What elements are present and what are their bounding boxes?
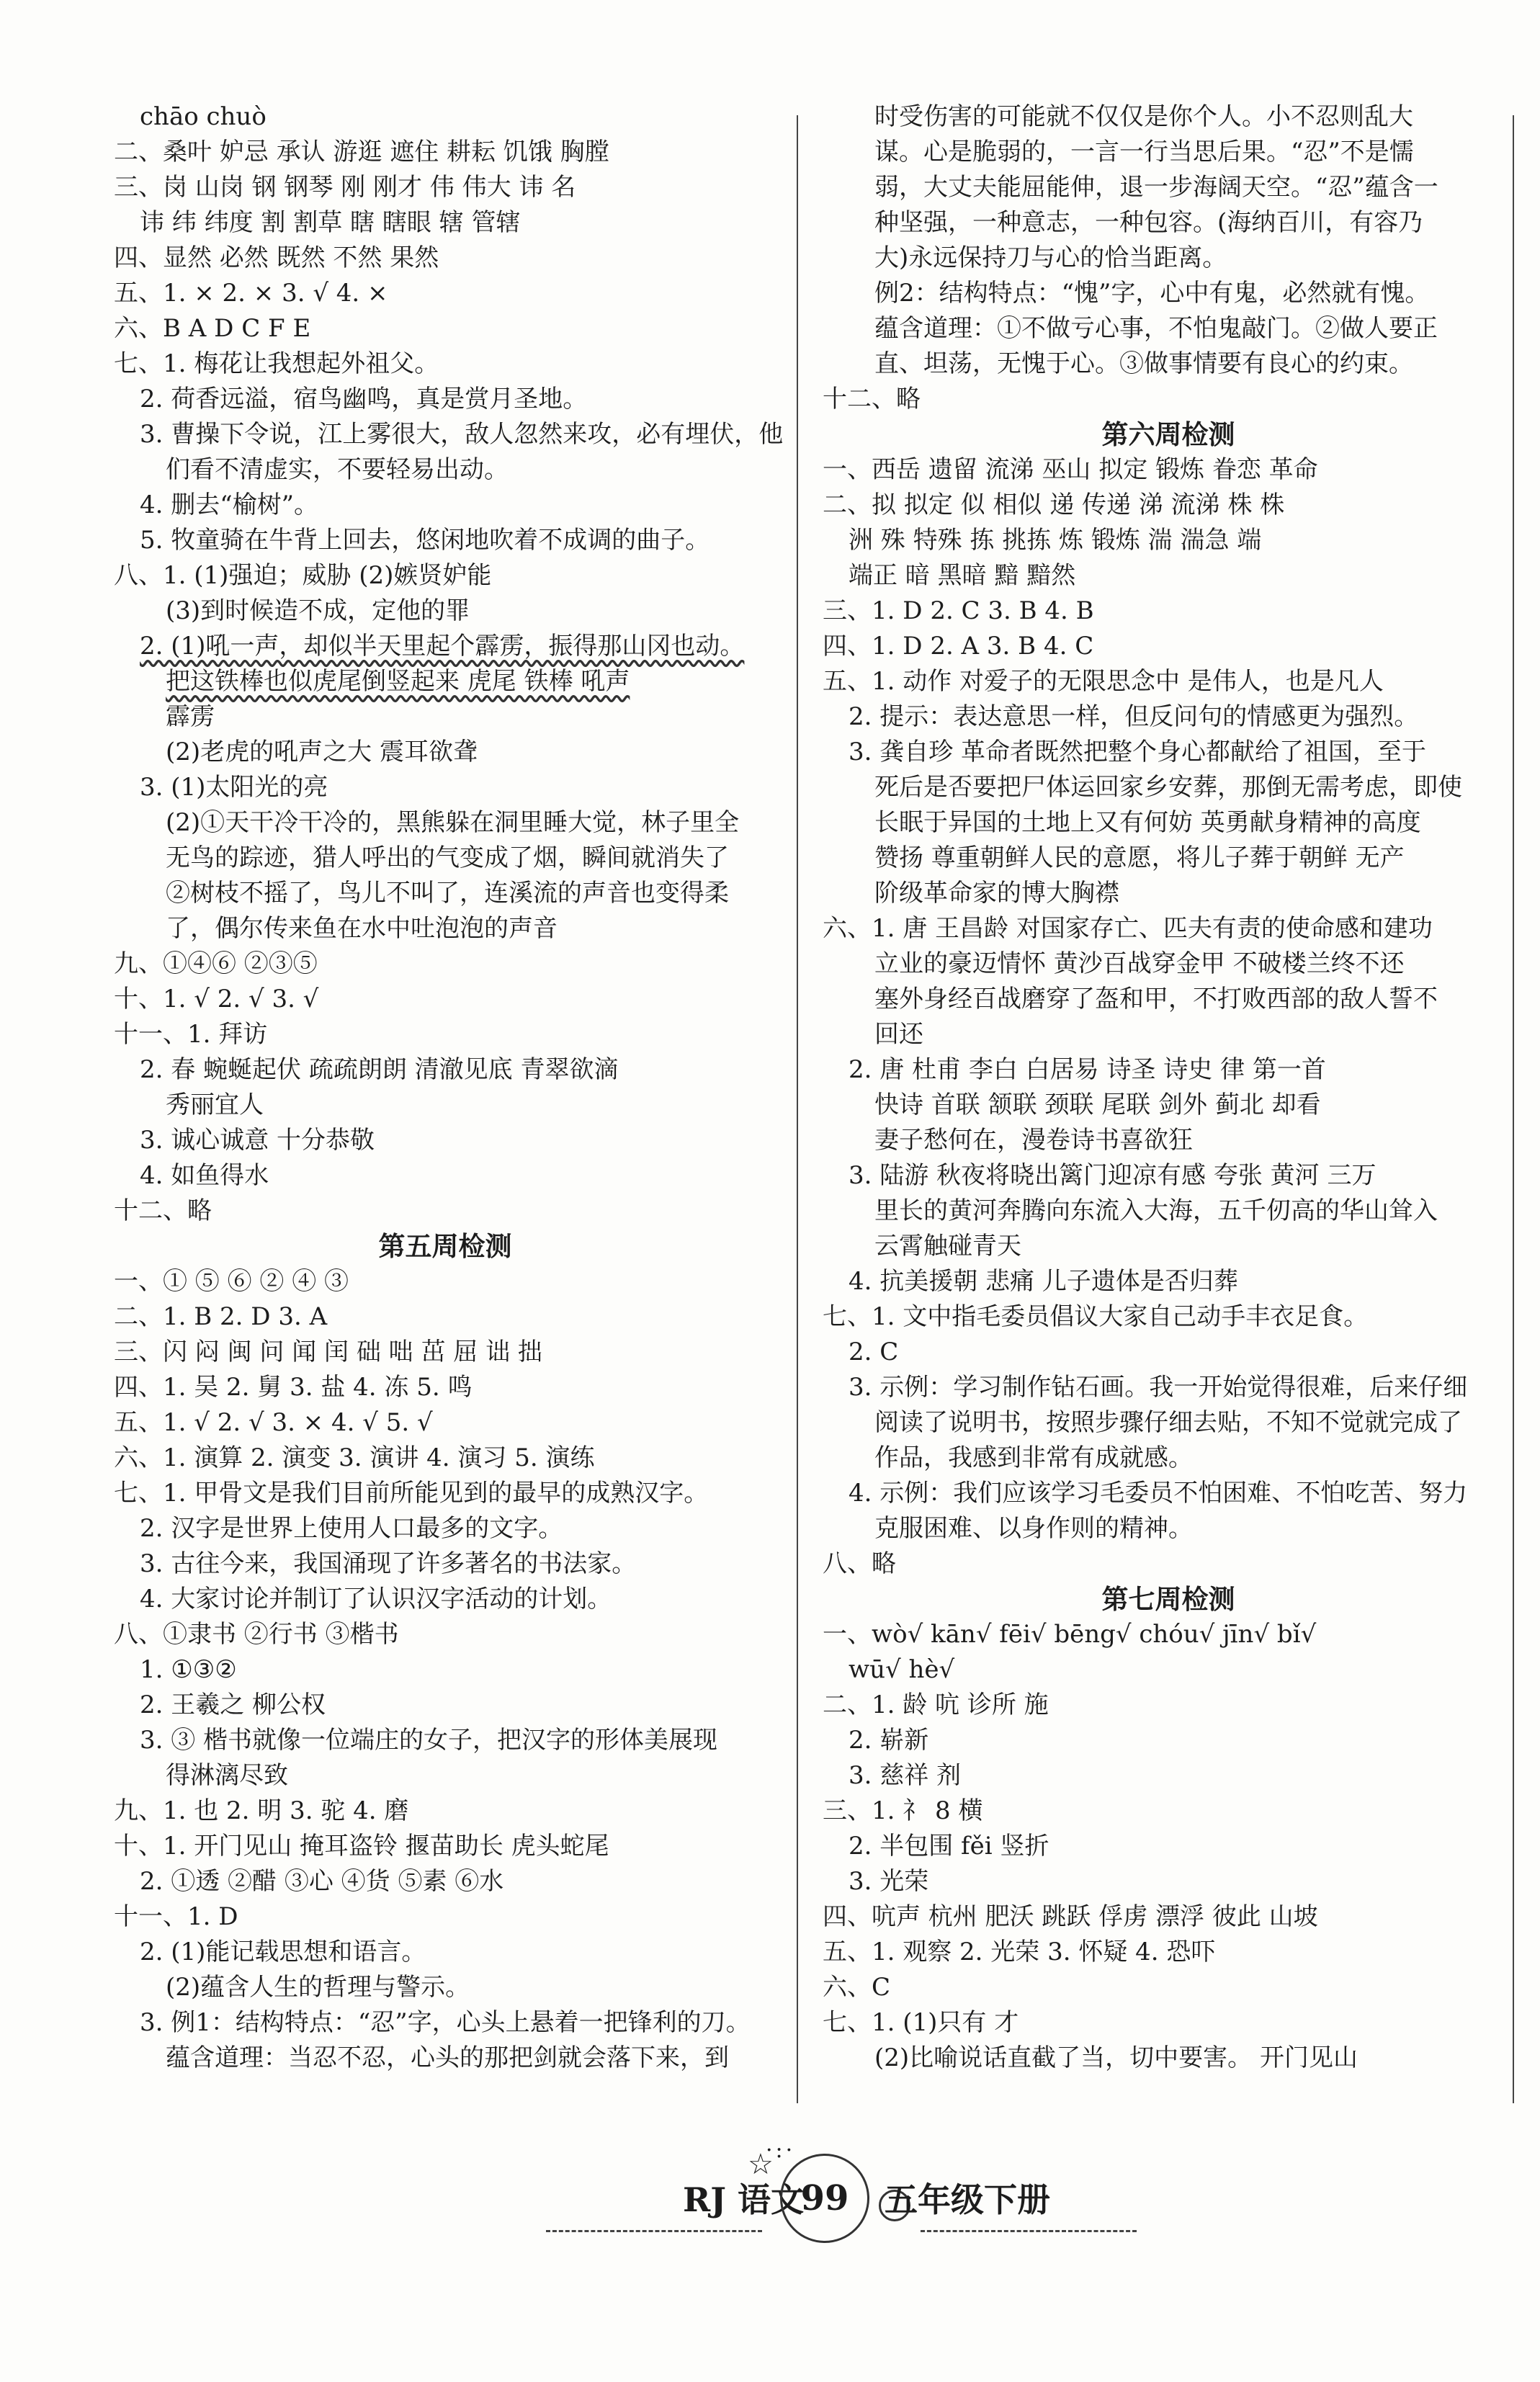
answer-line: 死后是否要把尸体运回家乡安葬，那倒无需考虑，即使 [874,773,1462,802]
answer-line: 2. 提示：表达意思一样，但反问句的情感更为强烈。 [849,702,1419,731]
answer-line: 四、1. 吴 2. 舅 3. 盐 4. 冻 5. 鸣 [114,1373,473,1402]
answer-line: 十、1. √ 2. √ 3. √ [114,985,319,1013]
answer-line: 妻子愁何在，漫卷诗书喜欲狂 [874,1126,1193,1155]
answer-line: 四、吭声 杭州 肥沃 跳跃 俘虏 漂浮 彼此 山坡 [823,1902,1318,1931]
answer-line: 得淋漓尽致 [166,1761,288,1790]
answer-line: 克服困难、以身作则的精神。 [874,1514,1193,1543]
footer-dash-left [546,2230,762,2232]
answer-line: 4. 删去“榆树”。 [140,491,319,519]
answer-line: 秀丽宜人 [166,1091,264,1119]
answer-line: 作品，我感到非常有成就感。 [874,1443,1193,1472]
answer-line: 无鸟的踪迹，猎人呼出的气变成了烟，瞬间就消失了 [166,843,729,872]
star-icon: ☆ [748,2148,774,2181]
right-column [823,99,1514,2076]
answer-line: 5. 牧童骑在牛背上回去，悠闲地吹着不成调的曲子。 [140,526,710,555]
answer-line: 3. 光荣 [849,1867,929,1896]
answer-line: 阅读了说明书，按照步骤仔细去贴，不知不觉就完成了 [874,1408,1462,1437]
answer-line: 三、1. 礻 8 横 [823,1796,983,1825]
answer-line: 种坚强，一种意志，一种包容。(海纳百川，有容乃 [874,208,1423,237]
answer-line: 三、岗 山岗 钢 钢琴 刚 刚才 伟 伟大 讳 名 [114,173,576,202]
answer-line: 六、B A D C F E [114,314,311,343]
section-heading: 第五周检测 [378,1230,512,1262]
answer-line: 2. C [849,1338,899,1366]
answer-line: 2. 荷香远溢，宿鸟幽鸣，真是赏月圣地。 [140,385,588,413]
answer-line: 蕴含道理：①不做亏心事，不怕鬼敲门。②做人要正 [874,314,1438,343]
page-footer [114,2138,1511,2253]
answer-line: 五、1. √ 2. √ 3. × 4. √ 5. √ [114,1408,433,1437]
answer-line: ②树枝不摇了，鸟儿不叫了，连溪流的声音也变得柔 [166,879,729,908]
answer-line: 塞外身经百战磨穿了盔和甲，不打败西部的敌人誓不 [874,985,1438,1013]
answer-line: 六、1. 演算 2. 演变 3. 演讲 4. 演习 5. 演练 [114,1443,595,1472]
answer-line: 六、1. 唐 王昌龄 对国家存亡、匹夫有责的使命感和建功 [823,914,1433,943]
answer-line: 立业的豪迈情怀 黄沙百战穿金甲 不破楼兰终不还 [874,949,1405,978]
answer-line: 霹雳 [166,702,215,731]
answer-line: 1. ①③② [140,1655,237,1684]
answer-line: 讳 纬 纬度 割 割草 瞎 瞎眼 辖 管辖 [140,208,521,237]
answer-line: 4. 大家讨论并制订了认识汉字活动的计划。 [140,1585,612,1613]
answer-line: 阶级革命家的博大胸襟 [874,879,1119,908]
answer-line: 3. 例1：结构特点：“忍”字，心头上悬着一把锋利的刀。 [140,2008,751,2037]
answer-line: 3. 古往今来，我国涌现了许多著名的书法家。 [140,1549,637,1578]
answer-line: 大)永远保持刀与心的恰当距离。 [874,243,1227,272]
answer-line: 把这铁棒也似虎尾倒竖起来 虎尾 铁棒 吼声 [166,667,630,696]
answer-line: 九、①④⑥ ②③⑤ [114,949,318,978]
answer-line: 一、西岳 遗留 流涕 巫山 拟定 锻炼 眷恋 革命 [823,455,1318,484]
answer-line: 3. 示例：学习制作钻石画。我一开始觉得很难，后来仔细 [849,1373,1468,1402]
answer-line: 七、1. (1)只有 才 [823,2008,1019,2037]
answer-line: 了，偶尔传来鱼在水中吐泡泡的声音 [166,914,558,943]
answer-line: 3. (1)太阳光的亮 [140,773,328,802]
answer-line: 3. 龚自珍 革命者既然把整个身心都献给了祖国，至于 [849,738,1427,766]
answer-line: 2. 春 蜿蜒起伏 疏疏朗朗 清澈见底 青翠欲滴 [140,1055,619,1084]
answer-line: 2. 崭新 [849,1726,929,1755]
answer-line: 2. (1)能记载思想和语言。 [140,1938,426,1966]
answer-line: 3. 诚心诚意 十分恭敬 [140,1126,375,1155]
answer-line: 谋。心是脆弱的，一言一行当思后果。“忍”不是懦 [874,138,1414,166]
answer-line: 九、1. 也 2. 明 3. 驼 4. 磨 [114,1796,409,1825]
answer-line: 2. 王羲之 柳公权 [140,1691,326,1719]
page-number: 99 [780,2154,869,2243]
answer-line: 五、1. × 2. × 3. √ 4. × [114,279,388,308]
answer-line: 2. 半包围 fěi 竖折 [849,1832,1049,1861]
answer-line: 3. 陆游 秋夜将晓出篱门迎凉有感 夸张 黄河 三万 [849,1161,1376,1190]
answer-line: 赞扬 尊重朝鲜人民的意愿，将儿子葬于朝鲜 无产 [874,843,1405,872]
answer-line: (3)到时候造不成，定他的罪 [166,596,470,625]
right-border [1513,115,1514,2103]
answer-line: 回还 [874,1020,923,1049]
answer-line: 2. ①透 ②醋 ③心 ④货 ⑤素 ⑥水 [140,1867,504,1896]
answer-line: 4. 示例：我们应该学习毛委员不怕困难、不怕吃苦、努力 [849,1479,1468,1508]
answer-line: 蕴含道理：当忍不忍，心头的那把剑就会落下来，到 [166,2043,729,2072]
answer-line: 3. 慈祥 剂 [849,1761,962,1790]
answer-line: 时受伤害的可能就不仅仅是你个人。小不忍则乱大 [874,102,1413,131]
answer-line: 洲 殊 特殊 拣 挑拣 炼 锻炼 湍 湍急 端 [849,526,1262,555]
sparkle-dots-icon: ·:· [766,2138,796,2163]
answer-line: 一、wò√ kān√ fēi√ bēng√ chóu√ jīn√ bǐ√ [823,1620,1317,1649]
answer-line: (2)老虎的吼声之大 震耳欲聋 [166,738,478,766]
answer-line: 八、略 [823,1549,896,1578]
answer-line: 八、①隶书 ②行书 ③楷书 [114,1620,399,1649]
answer-line: wū√ hè√ [849,1655,955,1684]
answer-line: 们看不清虚实，不要轻易出动。 [166,455,509,484]
answer-line: 十一、1. 拜访 [114,1020,268,1049]
answer-line: 七、1. 梅花让我想起外祖父。 [114,349,439,378]
answer-line: 五、1. 观察 2. 光荣 3. 怀疑 4. 恐吓 [823,1938,1216,1966]
answer-line: 一、① ⑤ ⑥ ② ④ ③ [114,1267,349,1296]
answer-line: 十、1. 开门见山 掩耳盗铃 揠苗助长 虎头蛇尾 [114,1832,609,1861]
answer-line: 六、C [823,1973,891,2002]
left-column [114,99,784,2076]
answer-line: 直、坦荡，无愧于心。③做事情要有良心的约束。 [874,349,1413,378]
answer-line: (2)蕴含人生的哲理与警示。 [166,1973,470,2002]
answer-line: 五、1. 动作 对爱子的无限思念中 是伟人，也是凡人 [823,667,1384,696]
answer-line: 长眠于异国的土地上又有何妨 英勇献身精神的高度 [874,808,1421,837]
answer-line: 2. 唐 杜甫 李白 白居易 诗圣 诗史 律 第一首 [849,1055,1326,1084]
section-heading: 第七周检测 [1101,1583,1235,1615]
column-divider [797,115,798,2103]
answer-line: 十一、1. D [114,1902,238,1931]
answer-line: 2. (1)吼一声，却似半天里起个霹雳，振得那山冈也动。 [140,632,745,661]
footer-subject: RJ 语文 [683,2180,805,2219]
answer-line: 十二、略 [114,1196,212,1225]
answer-line: 4. 抗美援朝 悲痛 儿子遗体是否归葬 [849,1267,1238,1296]
answer-line: 二、1. 龄 吭 诊所 施 [823,1691,1049,1719]
answer-line: 例2：结构特点：“愧”字，心中有鬼，必然就有愧。 [874,279,1430,308]
answer-line: 云霄触碰青天 [874,1232,1021,1261]
answer-line: 三、1. D 2. C 3. B 4. B [823,596,1094,625]
answer-line: (2)①天干冷干冷的，黑熊躲在洞里睡大觉，林子里全 [166,808,740,837]
answer-line: 端正 暗 黑暗 黯 黯然 [849,561,1076,590]
answer-line: 八、1. (1)强迫；威胁 (2)嫉贤妒能 [114,561,492,590]
answer-line: 四、1. D 2. A 3. B 4. C [823,632,1094,661]
answer-line: 2. 汉字是世界上使用人口最多的文字。 [140,1514,563,1543]
answer-line: 七、1. 文中指毛委员倡议大家自己动手丰衣足食。 [823,1302,1369,1331]
answer-line: 十二、略 [823,385,921,413]
answer-line: 弱，大丈夫能屈能伸，退一步海阔天空。“忍”蕴含一 [874,173,1438,202]
answer-line: 二、桑叶 妒忌 承认 游逛 遮住 耕耘 饥饿 胸膛 [114,138,609,166]
answer-line: 3. 曹操下令说，江上雾很大，敌人忽然来攻，必有埋伏，他 [140,420,784,449]
answer-line: 二、1. B 2. D 3. A [114,1302,328,1331]
answer-line: 四、显然 必然 既然 不然 果然 [114,243,439,272]
footer-dash-right [921,2230,1137,2232]
answer-line: 里长的黄河奔腾向东流入大海，五千仞高的华山耸入 [874,1196,1438,1225]
answer-line: 二、拟 拟定 似 相似 递 传递 涕 流涕 株 株 [823,491,1285,519]
answer-line: 4. 如鱼得水 [140,1161,269,1190]
answer-line: chāo chuò [140,102,267,131]
footer-grade: 五年级下册 [885,2180,1050,2219]
answer-line: 七、1. 甲骨文是我们目前所能见到的最早的成熟汉字。 [114,1479,709,1508]
answer-line: 3. ③ 楷书就像一位端庄的女子，把汉字的形体美展现 [140,1726,718,1755]
answer-line: 三、闪 闷 闽 问 闻 闰 础 咄 茁 屈 诎 拙 [114,1338,542,1366]
answer-line: (2)比喻说话直截了当，切中要害。 开门见山 [874,2043,1358,2072]
section-heading: 第六周检测 [1101,418,1235,450]
answer-line: 快诗 首联 颔联 颈联 尾联 剑外 蓟北 却看 [874,1091,1321,1119]
